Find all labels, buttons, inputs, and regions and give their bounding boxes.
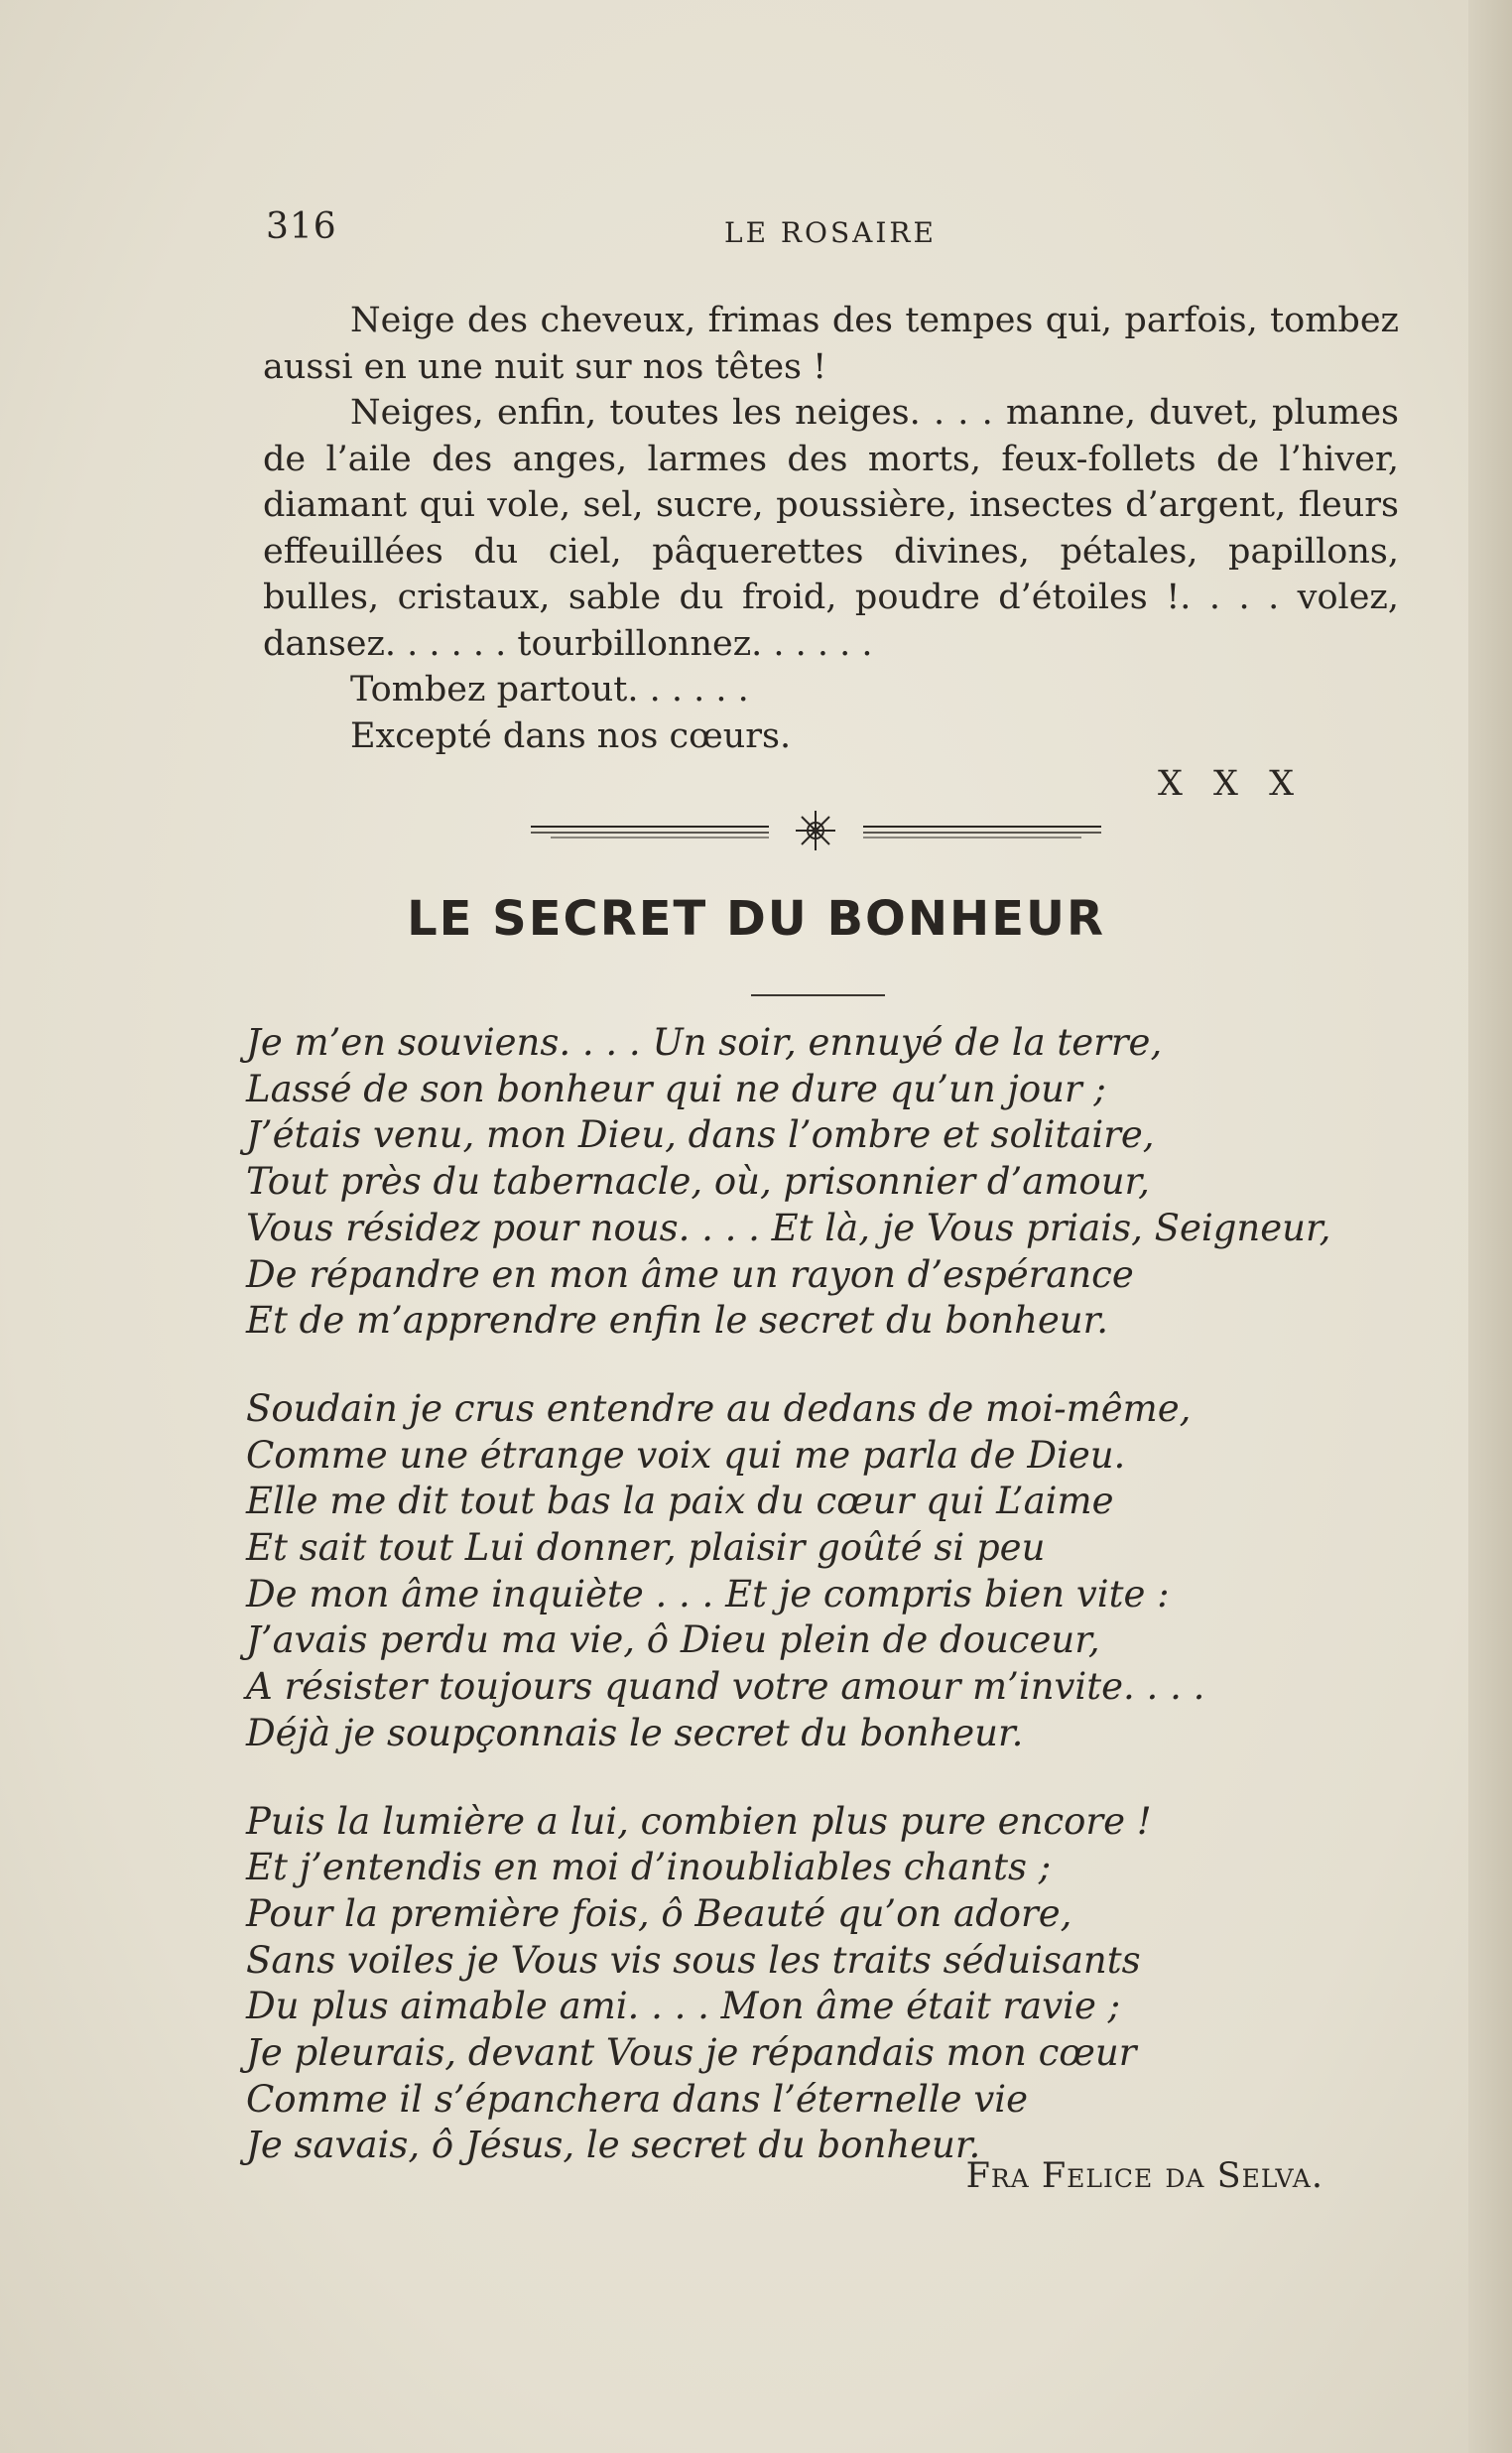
poem-line: Du plus aimable ami. . . . Mon âme était ravie ; [246, 1985, 1121, 2028]
page-number: 316 [266, 206, 337, 247]
prose-section [263, 298, 1399, 808]
poem-line: A résister toujours quand votre amour m’invite. . . . [246, 1665, 1205, 1709]
prose-paragraph: Tombez partout. . . . . . [350, 670, 749, 710]
poem-author: Fra Felice da Selva. [965, 2156, 1323, 2196]
prose-signoff: X X X [1157, 764, 1304, 804]
title-underline [751, 994, 885, 996]
poem-line: Et de m’apprendre enfin le secret du bonheur. [246, 1299, 1109, 1343]
prose-paragraph: Excepté dans nos cœurs. [350, 715, 792, 756]
poem-line: Comme il s’épanchera dans l’éternelle vie [246, 2077, 1028, 2121]
poem-line: Je m’en souviens. . . . Un soir, ennuyé de la terre, [246, 1021, 1163, 1064]
page-fold-shadow [1468, 0, 1512, 2453]
poem-line: De répandre en mon âme un rayon d’espérance [246, 1252, 1134, 1296]
poem-line: De mon âme inquiète . . . Et je compris bien vite : [246, 1572, 1170, 1615]
poem-line: J’étais venu, mon Dieu, dans l’ombre et solitaire, [246, 1113, 1155, 1157]
stanza [246, 1799, 1417, 2170]
poem-title: LE SECRET DU BONHEUR [407, 891, 1105, 947]
prose-paragraph: Neiges, enfin, toutes les neiges. . . . manne, duvet, plumes de l’aile des anges, larmes des morts, feux-follets de l’hiver, diamant qui vole, sel, sucre, poussière, insectes d’argent, fleurs effeuillées du ciel, pâquerettes divines, pétales, papillons, bulles, cristaux, sable du froid, poudre d’étoiles !. . . . volez, dansez. . . . . . tourbillonnez. . . . . . [263, 393, 1399, 664]
poem-line: Je pleurais, devant Vous je répandais mon cœur [246, 2031, 1137, 2075]
poem-line: Vous résidez pour nous. . . . Et là, je Vous priais, Seigneur, [246, 1206, 1331, 1249]
poem-line: Soudain je crus entendre au dedans de moi-même, [246, 1386, 1192, 1430]
running-title: LE ROSAIRE [724, 216, 937, 249]
poem-line: Je savais, ô Jésus, le secret du bonheur. [246, 2124, 981, 2167]
poem-line: Comme une étrange voix qui me parla de Dieu. [246, 1433, 1126, 1477]
poem-line: Elle me dit tout bas la paix du cœur qui L’aime [246, 1480, 1114, 1523]
poem-line: Et sait tout Lui donner, plaisir goûté si peu [246, 1526, 1046, 1570]
poem-line: Sans voiles je Vous vis sous les traits séduisants [246, 1938, 1141, 1982]
ornament-divider [531, 809, 1101, 852]
poem-line: Déjà je soupçonnais le secret du bonheur. [246, 1711, 1024, 1754]
stanza [246, 1020, 1417, 1345]
stanza [246, 1386, 1417, 1757]
poem-body [246, 1020, 1417, 2211]
poem-line: Puis la lumière a lui, combien plus pure encore ! [246, 1799, 1152, 1843]
poem-line: Pour la première fois, ô Beauté qu’on adore, [246, 1891, 1072, 1935]
poem-line: Lassé de son bonheur qui ne dure qu’un jour ; [246, 1067, 1106, 1110]
poem-line: J’avais perdu ma vie, ô Dieu plein de douceur, [246, 1618, 1100, 1662]
poem-line: Tout près du tabernacle, où, prisonnier d’amour, [246, 1160, 1150, 1204]
poem-line: Et j’entendis en moi d’inoubliables chants ; [246, 1846, 1052, 1889]
prose-paragraph: Neige des cheveux, frimas des tempes qui, parfois, tombez aussi en une nuit sur nos têtes ! [263, 301, 1399, 387]
